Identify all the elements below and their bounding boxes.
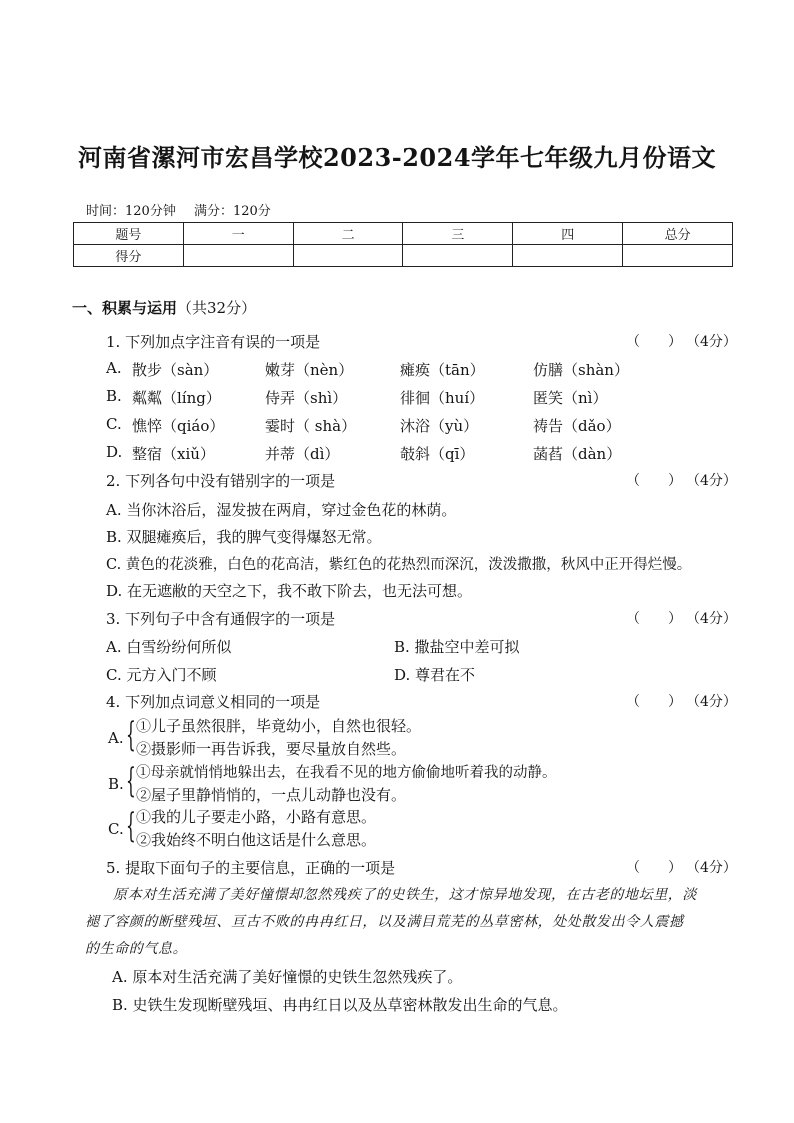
option-label: C. [108, 820, 124, 838]
question-score: （4分） [686, 334, 737, 350]
pinyin-item: 整宿（xiǔ） [132, 445, 215, 463]
section-label: 一、积累与运用 [72, 299, 178, 317]
section-points: （共32分） [177, 299, 257, 317]
score-input-cell[interactable] [293, 245, 403, 267]
question-5-stem: 5. 提取下面句子的主要信息，正确的一项是 [106, 859, 396, 877]
option-label: A. [106, 359, 122, 377]
exam-time: 时间：120分钟 [86, 204, 176, 219]
pinyin-item: 沐浴（yù） [400, 417, 479, 435]
question-option: A. 白雪纷纷何所似 [106, 638, 232, 656]
pinyin-item: 霎时（ shà） [265, 417, 357, 435]
question-3-stem: 3. 下列句子中含有通假字的一项是 [106, 610, 336, 628]
option-line: ①母亲就悄悄地躲出去，在我看不见的地方偷偷地听着我的动静。 [136, 765, 557, 781]
score-table-score-row [74, 245, 733, 267]
question-option: B. 史铁生发现断壁残垣、冉冉红日以及丛草密林散发出生命的气息。 [112, 996, 568, 1014]
pinyin-item: 匿笑（nì） [533, 389, 608, 407]
question-score: （4分） [686, 473, 737, 489]
answer-blank[interactable]: （ ） [626, 611, 682, 627]
score-table-header-row [74, 223, 733, 245]
pinyin-item: 攲斜（qī） [400, 445, 475, 463]
option-line: ①儿子虽然很胖，毕竟幼小，自然也很轻。 [136, 717, 422, 735]
passage-line: 的生命的气息。 [85, 941, 188, 957]
brace-icon: { [126, 806, 136, 846]
question-option: B. 双腿瘫痪后，我的脾气变得爆怒无常。 [106, 528, 382, 546]
question-2-stem: 2. 下列各句中没有错别字的一项是 [106, 472, 336, 490]
score-table-header-cell: 四 [513, 223, 623, 245]
pinyin-item: 瘫痪（tān） [400, 361, 485, 379]
score-table-header-cell: 总分 [623, 223, 733, 245]
question-4-stem: 4. 下列加点词意义相同的一项是 [106, 693, 321, 711]
question-option: B. 撒盐空中差可拟 [394, 638, 520, 656]
question-score: （4分） [686, 694, 737, 710]
score-input-cell[interactable] [183, 245, 293, 267]
pinyin-item: 徘徊（huí） [400, 389, 485, 407]
option-label: B. [106, 387, 122, 405]
exam-full-score: 满分：120分 [193, 204, 271, 219]
pinyin-item: 嫩芽（nèn） [265, 361, 354, 379]
option-label: D. [106, 443, 123, 461]
question-score: （4分） [686, 611, 737, 627]
question-score: （4分） [686, 860, 737, 876]
pinyin-item: 祷告（dǎo） [533, 417, 621, 435]
brace-icon: { [126, 761, 136, 801]
pinyin-item: 憔悴（qiáo） [132, 417, 225, 435]
passage-line: 褪了容颜的断壁残垣、亘古不败的冉冉红日，以及满目荒芜的丛草密林，处处散发出令人震撼 [85, 914, 684, 930]
score-input-cell[interactable] [623, 245, 733, 267]
brace-icon: { [126, 715, 136, 755]
page-title: 河南省漯河市宏昌学校2023-2024学年七年级九月份语文 [77, 143, 717, 172]
score-table-header-cell: 三 [403, 223, 513, 245]
passage-line: 原本对生活充满了美好憧憬却忽然残疾了的史铁生，这才惊异地发现，在古老的地坛里，淡 [113, 887, 697, 903]
exam-meta [86, 200, 285, 219]
pinyin-item: 侍弄（shì） [265, 389, 348, 407]
score-table-header-cell: 题号 [74, 223, 184, 245]
question-option: D. 在无遮敝的天空之下，我不敢下阶去，也无法可想。 [106, 582, 473, 600]
question-option: C. 元方入门不顾 [106, 666, 217, 684]
option-label: A. [108, 729, 124, 747]
pinyin-item: 散步（sàn） [132, 361, 219, 379]
score-input-cell[interactable] [403, 245, 513, 267]
option-line: ②我始终不明白他这话是什么意思。 [136, 831, 377, 849]
answer-blank[interactable]: （ ） [626, 694, 682, 710]
section-heading [72, 297, 256, 318]
question-option: D. 尊君在不 [394, 666, 476, 684]
score-input-cell[interactable] [513, 245, 623, 267]
score-table [73, 222, 733, 267]
question-option: C. 黄色的花淡雅，白色的花高洁，紫红色的花热烈而深沉，泼泼撒撒，秋风中正开得烂慢。 [106, 557, 692, 573]
score-table-header-cell: 一 [183, 223, 293, 245]
option-line: ②屋子里静悄悄的，一点儿动静也没有。 [136, 786, 407, 804]
answer-blank[interactable]: （ ） [626, 334, 682, 350]
question-option: A. 原本对生活充满了美好憧憬的史铁生忽然残疾了。 [112, 968, 463, 986]
option-label: B. [108, 775, 124, 793]
answer-blank[interactable]: （ ） [626, 473, 682, 489]
option-line: ①我的儿子要走小路，小路有意思。 [136, 808, 377, 826]
option-label: C. [106, 415, 122, 433]
pinyin-item: 并蒂（dì） [265, 445, 340, 463]
option-line: ②摄影师一再告诉我，要尽量放自然些。 [136, 740, 407, 758]
score-table-header-cell: 二 [293, 223, 403, 245]
question-1-stem: 1. 下列加点字注音有误的一项是 [106, 333, 321, 351]
score-table-row-label: 得分 [74, 245, 184, 267]
answer-blank[interactable]: （ ） [626, 860, 682, 876]
pinyin-item: 仿膳（shàn） [533, 361, 629, 379]
pinyin-item: 粼粼（líng） [132, 389, 221, 407]
question-option: A. 当你沐浴后，湿发披在两肩，穿过金色花的林荫。 [106, 501, 457, 519]
pinyin-item: 菡萏（dàn） [533, 445, 622, 463]
